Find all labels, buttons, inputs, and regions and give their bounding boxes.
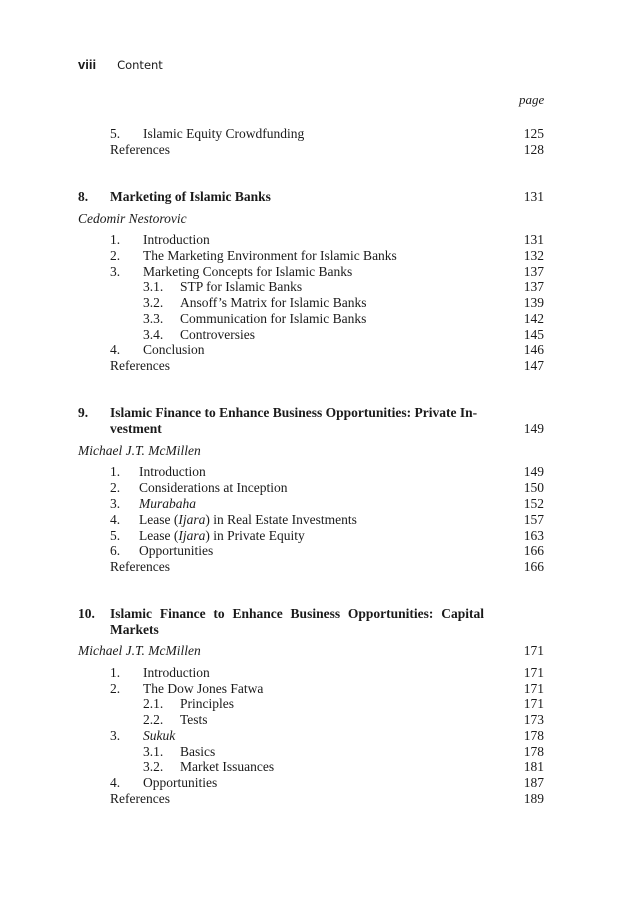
entry-page: 131 [523, 232, 544, 247]
toc-entry[interactable] [0, 126, 621, 142]
toc-entry[interactable] [0, 543, 621, 559]
chapter-author-row [0, 643, 621, 659]
entry-title-post: ) in Private Equity [205, 528, 305, 543]
entry-number: 3. [110, 496, 121, 511]
author-name: Cedomir Nestorovic [78, 211, 187, 226]
entry-number: 5. [110, 528, 121, 543]
running-head [78, 57, 163, 73]
entry-title: Controversies [180, 327, 255, 342]
entry-page: 137 [523, 264, 544, 279]
chapter-title: Marketing of Islamic Banks [110, 189, 271, 204]
entry-page: 150 [523, 480, 544, 495]
entry-number: 2.1. [143, 696, 164, 711]
chapter-number: 9. [78, 405, 89, 420]
page-number: viii [78, 57, 97, 72]
entry-title: Opportunities [143, 775, 218, 790]
entry-page: 157 [523, 512, 544, 527]
entry-title: Opportunities [139, 543, 214, 558]
chapter-page: 131 [523, 189, 544, 204]
entry-page: 171 [523, 681, 544, 696]
entry-title: References [110, 791, 170, 806]
entry-page: 142 [523, 311, 544, 326]
toc-subentry[interactable] [0, 311, 621, 327]
chapter-heading-cont[interactable] [0, 421, 621, 437]
toc-subentry[interactable] [0, 759, 621, 775]
entry-page: 132 [523, 248, 544, 263]
entry-title: Tests [180, 712, 208, 727]
entry-title-italic: Ijara [178, 528, 206, 543]
entry-page: 166 [523, 543, 544, 558]
chapter-title-line2: vestment [110, 421, 162, 436]
entry-number: 2. [110, 248, 121, 263]
chapter-author [0, 443, 621, 459]
toc-subentry[interactable] [0, 279, 621, 295]
chapter-heading[interactable] [0, 606, 621, 622]
entry-title: STP for Islamic Banks [180, 279, 303, 294]
entry-page: 137 [523, 279, 544, 294]
entry-page: 147 [523, 358, 544, 373]
entry-page: 163 [523, 528, 544, 543]
entry-title: The Marketing Environment for Islamic Banks [143, 248, 397, 263]
entry-title-italic: Ijara [178, 512, 206, 527]
entry-title: Conclusion [143, 342, 205, 357]
entry-title: Introduction [139, 464, 206, 479]
entry-page: 171 [523, 696, 544, 711]
toc-subentry[interactable] [0, 712, 621, 728]
entry-page: 189 [523, 791, 544, 806]
entry-page: 149 [523, 464, 544, 479]
entry-number: 1. [110, 464, 121, 479]
entry-page: 146 [523, 342, 544, 357]
entry-number: 3.2. [143, 295, 164, 310]
entry-number: 2. [110, 681, 121, 696]
entry-number: 4. [110, 512, 121, 527]
toc-entry[interactable] [0, 264, 621, 280]
entry-title: Considerations at Inception [139, 480, 288, 495]
entry-page: 125 [523, 126, 544, 141]
chapter-title-line1: Islamic Finance to Enhance Business Opportunities: Private In- [110, 405, 478, 420]
entry-title: Communication for Islamic Banks [180, 311, 367, 326]
toc-subentry[interactable] [0, 744, 621, 760]
entry-title: Basics [180, 744, 216, 759]
entry-number: 3.1. [143, 744, 164, 759]
entry-title-pre: Lease ( [139, 528, 179, 543]
page-column-label: page [519, 92, 545, 107]
toc-subentry[interactable] [0, 696, 621, 712]
entry-title: Murabaha [139, 496, 196, 511]
chapter-number: 10. [78, 606, 95, 621]
author-name: Michael J.T. McMillen [78, 443, 201, 458]
toc-entry[interactable] [0, 232, 621, 248]
entry-title [139, 528, 305, 544]
toc-entry[interactable] [0, 480, 621, 496]
chapter-heading[interactable] [0, 405, 621, 421]
entry-page: 178 [523, 728, 544, 743]
toc-entry[interactable] [0, 248, 621, 264]
toc-subentry[interactable] [0, 295, 621, 311]
entry-page: 152 [523, 496, 544, 511]
entry-title: Market Issuances [180, 759, 275, 774]
entry-number: 3. [110, 728, 121, 743]
entry-title [139, 512, 357, 528]
entry-number: 2. [110, 480, 121, 495]
entry-title: Ansoff’s Matrix for Islamic Banks [180, 295, 367, 310]
entry-page: 187 [523, 775, 544, 790]
chapter-title-line1: Islamic Finance to Enhance Business Opportunities: Capital [110, 606, 484, 621]
toc-entry[interactable] [0, 791, 621, 807]
entry-title-pre: Lease ( [139, 512, 179, 527]
toc-entry[interactable] [0, 358, 621, 374]
chapter-title-line2: Markets [110, 622, 159, 637]
author-name: Michael J.T. McMillen [78, 643, 201, 658]
entry-number: 3.2. [143, 759, 164, 774]
toc-entry[interactable] [0, 559, 621, 575]
entry-title: References [110, 559, 170, 574]
entry-number: 3.3. [143, 311, 164, 326]
entry-title: References [110, 358, 170, 373]
entry-title: The Dow Jones Fatwa [143, 681, 264, 696]
chapter-page: 171 [523, 643, 544, 658]
entry-page: 181 [523, 759, 544, 774]
entry-title: Introduction [143, 232, 210, 247]
entry-title: References [110, 142, 170, 157]
toc-entry[interactable] [0, 665, 621, 681]
chapter-heading[interactable] [0, 189, 621, 205]
entry-page: 145 [523, 327, 544, 342]
entry-number: 2.2. [143, 712, 164, 727]
entry-number: 4. [110, 342, 121, 357]
entry-number: 3.1. [143, 279, 164, 294]
chapter-number: 8. [78, 189, 89, 204]
entry-number: 6. [110, 543, 121, 558]
entry-title-post: ) in Real Estate Investments [205, 512, 357, 527]
entry-number: 4. [110, 775, 121, 790]
entry-title: Sukuk [143, 728, 176, 743]
chapter-page: 149 [523, 421, 544, 436]
toc-entry[interactable] [0, 728, 621, 744]
entry-title: Principles [180, 696, 234, 711]
toc-entry[interactable] [0, 142, 621, 158]
entry-page: 178 [523, 744, 544, 759]
entry-page: 171 [523, 665, 544, 680]
entry-page: 128 [523, 142, 544, 157]
chapter-author [0, 211, 621, 227]
entry-title: Marketing Concepts for Islamic Banks [143, 264, 353, 279]
entry-page: 173 [523, 712, 544, 727]
entry-page: 139 [523, 295, 544, 310]
entry-title: Islamic Equity Crowdfunding [143, 126, 305, 141]
toc-entry[interactable] [0, 775, 621, 791]
section-title: Content [117, 58, 163, 72]
toc-entry[interactable] [0, 681, 621, 697]
toc-subentry[interactable] [0, 327, 621, 343]
entry-title: Introduction [143, 665, 210, 680]
toc-entry[interactable] [0, 528, 621, 544]
entry-number: 1. [110, 665, 121, 680]
entry-page: 166 [523, 559, 544, 574]
entry-number: 1. [110, 232, 121, 247]
toc-entry[interactable] [0, 464, 621, 480]
toc-entry[interactable] [0, 496, 621, 512]
entry-number: 3.4. [143, 327, 164, 342]
entry-number: 5. [110, 126, 121, 141]
toc-entry[interactable] [0, 512, 621, 528]
entry-number: 3. [110, 264, 121, 279]
chapter-heading-cont[interactable] [0, 622, 621, 638]
toc-entry[interactable] [0, 342, 621, 358]
